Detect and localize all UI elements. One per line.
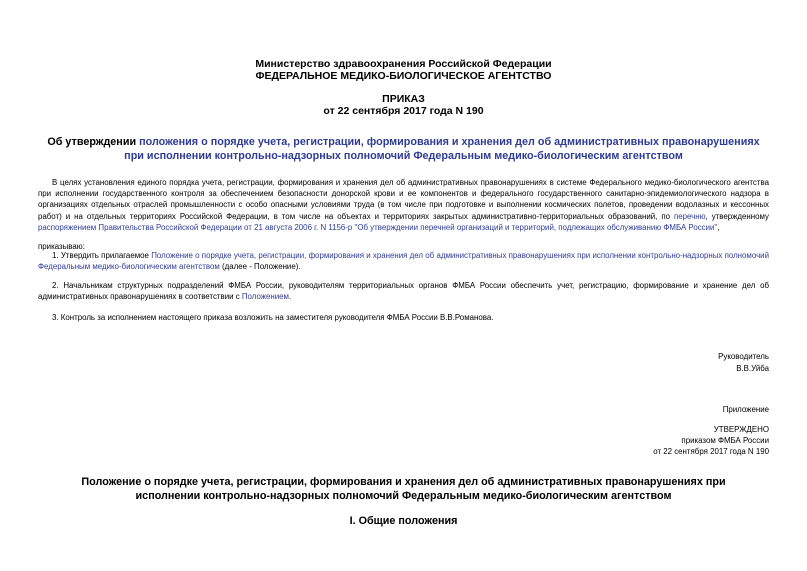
document-title [40, 136, 767, 163]
preamble-text-3: , [717, 222, 720, 232]
approved-by-order: приказом ФМБА России [681, 436, 769, 445]
preamble-text-1: В целях установления единого порядка учета, регистрации, формирования и хранения дел об административных правонарушениях в системе Федерального медико-биологического агентства при исполнении государственного контроля за обеспечением безопасности донорской крови и ее компонентов и федерального государственного санитарно-эпидемиологического надзора в организациях отдельных отраслей промышленности с особо опасными условиями труда (в том числе при подготовке и выполнении космических полетов, проведении водолазных и кессонных работ) и на отдельных территориях Российской Федерации, в том числе на объектах и территориях закрытых административно-территориальных образований, по [38, 178, 769, 221]
preamble-link-list[interactable]: перечню [673, 211, 706, 221]
item-1-suffix: (далее - Положение). [219, 262, 301, 272]
signature-name: В.В.Уйба [736, 364, 769, 373]
regulation-title: Положение о порядке учета, регистрации, формирования и хранения дел об административных правонарушениях при исполнении контрольно-надзорных полномочий Федеральным медико-биологическим агентством [81, 476, 726, 502]
item-2-link[interactable]: Положением [241, 292, 289, 302]
title-link[interactable]: положения о порядке учета, регистрации, формирования и хранения дел об административных правонарушениях при исполнении контрольно-надзорных полномочий Федеральным медико-биологическим агентством [124, 136, 760, 162]
order-word: приказываю: [38, 242, 85, 251]
preamble-paragraph [38, 177, 769, 233]
section-heading: I. Общие положения [349, 515, 458, 527]
item-3: 3. Контроль за исполнением настоящего приказа возложить на заместителя руководителя ФМБА России В.В.Романова. [52, 313, 494, 322]
preamble-link-decree[interactable]: распоряжением Правительства Российской Федерации от 21 августа 2006 г. N 1156-р "Об утверждении перечней организаций и территорий, подлежащих обслуживанию ФМБА России" [38, 222, 718, 232]
item-2-prefix: 2. Начальникам структурных подразделений ФМБА России, руководителям территориальных органов ФМБА России обеспечить учет, регистрацию, формирование и хранение дел об административных правонарушениях в соответствии с [38, 281, 769, 302]
item-2 [38, 280, 769, 302]
signature-role: Руководитель [718, 352, 769, 361]
item-1-link[interactable]: Положение о порядке учета, регистрации, формирования и хранения дел об административных правонарушениях при исполнении контрольно-надзорных полномочий Федеральным медико-биологическим агентством [38, 251, 769, 272]
doc-type: ПРИКАЗ [382, 93, 425, 105]
item-2-suffix: . [288, 292, 292, 302]
approved-label: УТВЕРЖДЕНО [713, 425, 769, 434]
title-prefix: Об утверждении [47, 136, 140, 148]
appendix-label: Приложение [722, 405, 769, 414]
approved-date-number: от 22 сентября 2017 года N 190 [653, 447, 769, 456]
doc-date-number: от 22 сентября 2017 года N 190 [323, 105, 484, 117]
item-1 [38, 250, 769, 272]
agency-name: ФЕДЕРАЛЬНОЕ МЕДИКО-БИОЛОГИЧЕСКОЕ АГЕНТСТВО [255, 70, 552, 82]
ministry-name: Министерство здравоохранения Российской Федерации [255, 58, 552, 70]
preamble-text-2: , утвержденному [705, 211, 769, 221]
item-1-prefix: 1. Утвердить прилагаемое [52, 251, 152, 260]
